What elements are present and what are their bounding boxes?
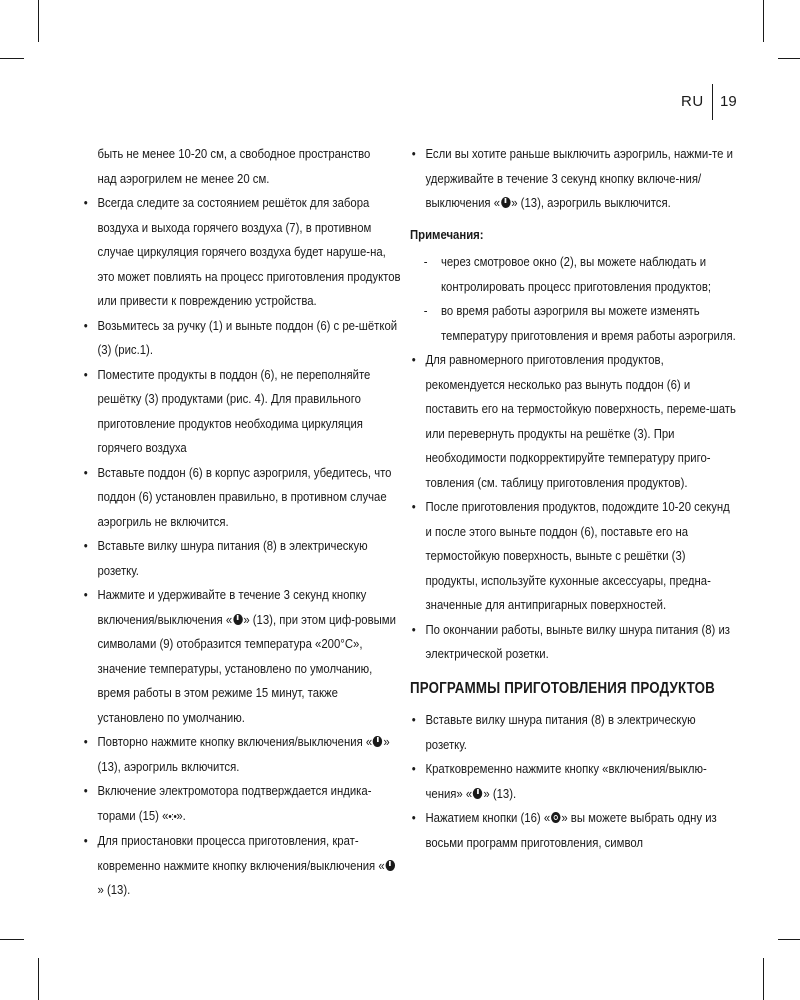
list-item: • Для приостановки процесса приготовления, крат-ковременно нажмите кнопку включения/выключения «» (13). — [82, 829, 402, 903]
note-item: - во время работы аэрогриля вы можете изменять температуру приготовления и время работы аэрогриля. — [410, 299, 739, 348]
list-item: • Вставьте вилку шнура питания (8) в электрическую розетку. — [82, 534, 402, 583]
crop-mark-bottom-right — [763, 958, 764, 1000]
crop-mark-left-top — [0, 58, 24, 59]
power-button-icon — [501, 197, 510, 208]
power-button-icon — [373, 736, 382, 747]
list-item: • Вставьте поддон (6) в корпус аэрогриля, убедитесь, что поддон (6) установлен правильно, в противном случае аэрогриль не включится. — [82, 461, 402, 535]
notes-heading: Примечания: — [410, 226, 484, 242]
left-column — [82, 142, 402, 903]
power-button-icon — [233, 614, 242, 625]
list-item: • После приготовления продуктов, подождите 10-20 секунд и после этого выньте поддон (6), поставьте его на термостойкую поверхность, выньте с решётки (3) продукты, используйте кухонные аксессуары, предна-значенные для антипригарных поверхностей. — [410, 495, 739, 618]
indicator-dots-icon: •:• — [168, 810, 177, 823]
crop-mark-bottom-left — [38, 958, 39, 1000]
list-item: • Нажмите и удерживайте в течение 3 секунд кнопку включения/выключения « » (13), при этом циф-ровыми символами (9) отобразится температура «200°C», значение температуры, установлено по умолчанию, время работы в этом режиме 15 минут, также установлено по умолчанию. — [82, 583, 402, 730]
crop-mark-top-left — [38, 0, 39, 42]
list-item: • Поместите продукты в поддон (6), не переполняйте решётку (3) продуктами (рис. 4). Для правильного приготовление продуктов необходима циркуляция горячего воздуха — [82, 363, 402, 461]
power-button-icon — [386, 860, 395, 871]
language-code: RU — [681, 93, 704, 110]
list-item: • Вставьте вилку шнура питания (8) в электрическую розетку. — [410, 708, 739, 757]
list-item: • Кратковременно нажмите кнопку «включения/выклю-чения» « » (13). — [410, 757, 739, 806]
page-number: 19 — [720, 93, 737, 110]
list-item: • Если вы хотите раньше выключить аэрогриль, нажми-те и удерживайте в течение 3 секунд кнопку включе-ния/выключения « » (13), аэрогриль выключится. — [410, 142, 739, 216]
list-item: • Всегда следите за состоянием решёток для забора воздуха и выхода горячего воздуха (7), в противном случае циркуляция горячего воздуха будет наруше-на, это может повлиять на процесс приготовления продуктов или привести к повреждению устройства. — [82, 191, 402, 314]
crop-mark-right-bottom — [778, 939, 800, 940]
list-item: • Для равномерного приготовления продуктов, рекомендуется несколько раз вынуть поддон (6) и поставить его на термостойкую поверхность, переме-шать или перевернуть продукты на решётке (3). При необходимости подкорректируйте температуру приго-товления (см. таблицу приготовления продуктов). — [410, 348, 739, 495]
power-button-icon — [473, 788, 482, 799]
list-item: • Возьмитесь за ручку (1) и выньте поддон (6) с ре-шёткой (3) (рис.1). — [82, 314, 402, 363]
list-item: • Включение электромотора подтверждается индика-торами (15) «•:•». — [82, 779, 402, 829]
crop-mark-left-bottom — [0, 939, 24, 940]
list-item: • Нажатием кнопки (16) « » вы можете выбрать одну из восьми программ приготовления, символ — [410, 806, 739, 855]
list-item: • Повторно нажмите кнопку включения/выключения « » (13), аэрогриль включится. — [82, 730, 402, 779]
right-column — [410, 142, 739, 855]
header-divider — [712, 84, 713, 120]
crop-mark-right-top — [778, 58, 800, 59]
crop-mark-top-right — [763, 0, 764, 42]
section-heading: ПРОГРАММЫ ПРИГОТОВЛЕНИЯ ПРОДУКТОВ — [410, 679, 715, 697]
continued-paragraph: быть не менее 10-20 см, а свободное пространство над аэрогрилем не менее 20 см. — [97, 146, 371, 186]
list-item: • По окончании работы, выньте вилку шнура питания (8) из электрической розетки. — [410, 618, 739, 667]
note-item: - через смотровое окно (2), вы можете наблюдать и контролировать процесс приготовления продуктов; — [410, 250, 739, 299]
program-selector-icon — [551, 812, 560, 823]
